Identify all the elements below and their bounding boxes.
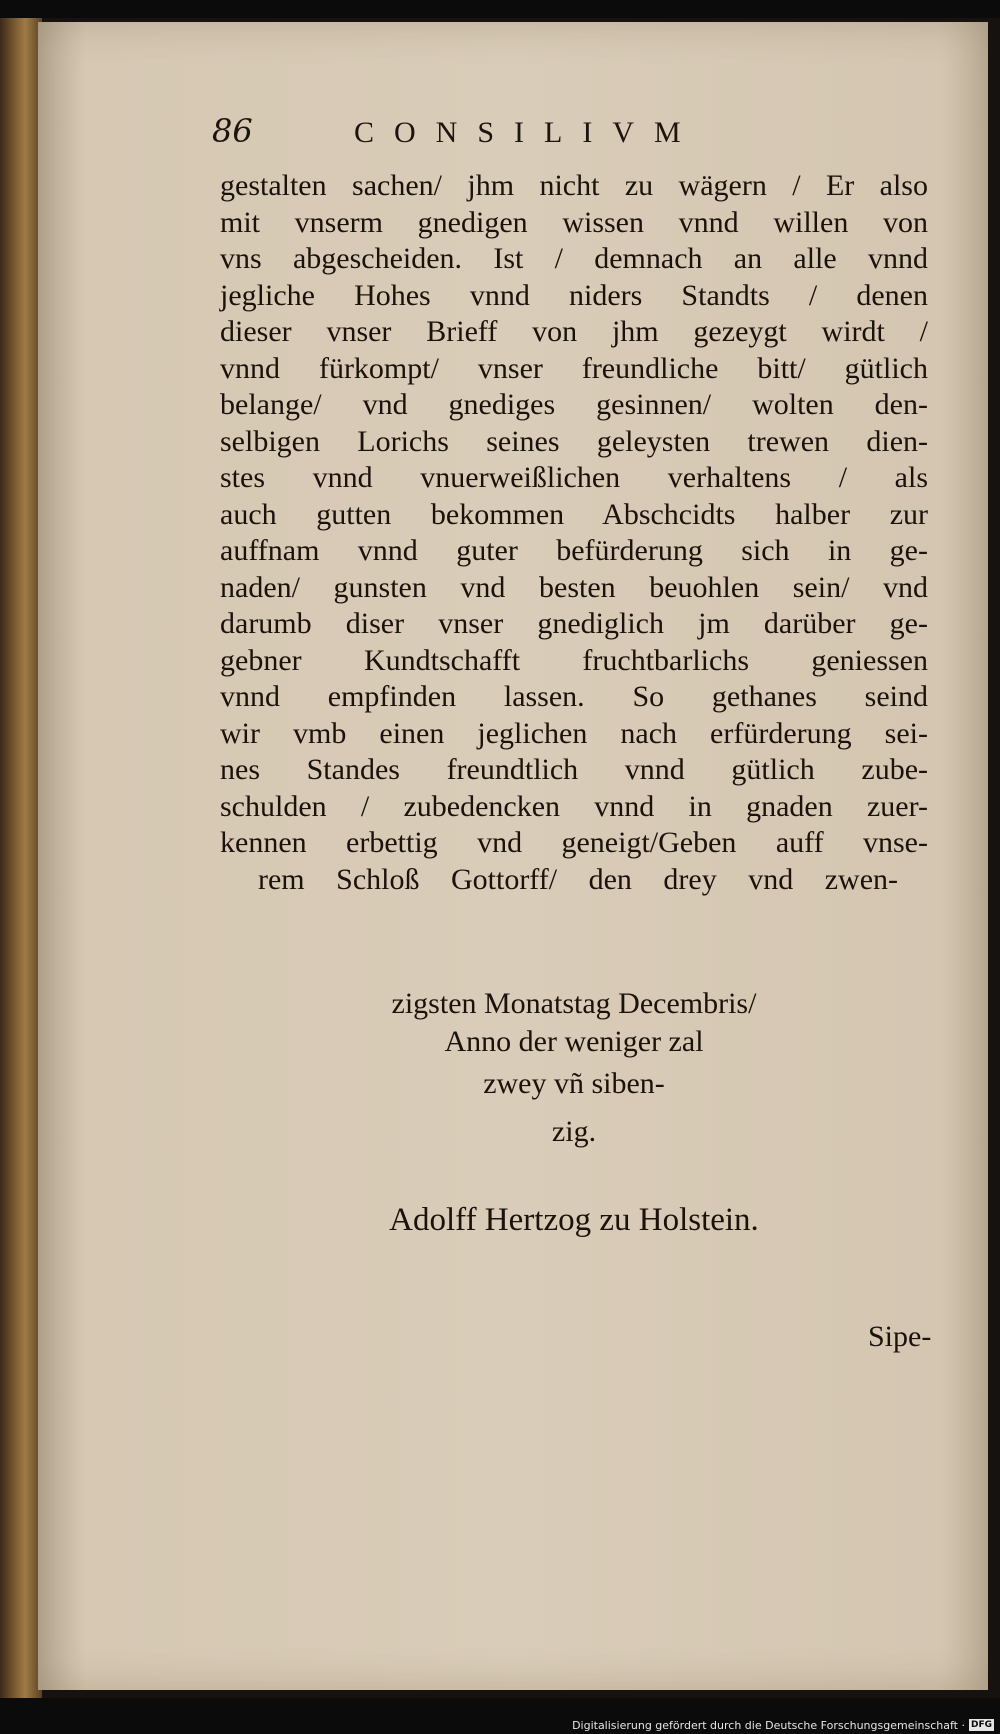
- closing-line: zig.: [551, 1115, 597, 1148]
- digitization-footer: [572, 1718, 994, 1732]
- catchword: Sipe-: [868, 1320, 932, 1353]
- book-spine: [0, 18, 42, 1698]
- page-number: 86: [212, 112, 253, 150]
- closing-line: zwey vñ siben-: [483, 1067, 665, 1100]
- text-line: mit vnserm gnedigen wissen vnnd willen von: [220, 205, 928, 239]
- text-line: gebner Kundtschafft fruchtbarlichs geniessen: [220, 643, 928, 677]
- running-head: [212, 108, 852, 158]
- text-line: belange/ vnd gnediges gesinnen/ wolten den-: [220, 388, 928, 421]
- text-line: vns abgescheiden. Ist / demnach an alle vnnd: [220, 242, 928, 275]
- text-line: rem Schloß Gottorff/ den drey vnd zwen-: [258, 862, 898, 896]
- closing-line: zigsten Monatstag Decembris/: [391, 987, 757, 1020]
- text-line: dieser vnser Brieff von jhm gezeygt wirdt /: [220, 315, 928, 348]
- signature: Adolff Hertzog zu Holstein.: [389, 1202, 759, 1238]
- text-line: selbigen Lorichs seines geleysten trewen dien-: [220, 424, 928, 458]
- text-line: darumb diser vnser gnediglich jm darüber ge-: [220, 607, 928, 640]
- text-line: auffnam vnnd guter befürderung sich in ge-: [220, 534, 928, 567]
- closing-line: Anno der weniger zal: [444, 1025, 704, 1058]
- text-line: schulden / zubedencken vnnd in gnaden zuer-: [220, 789, 928, 823]
- text-line: wir vmb einen jeglichen nach erfürderung sei-: [220, 716, 928, 750]
- text-line: kennen erbettig vnd geneigt/Geben auff vnse-: [220, 826, 928, 859]
- text-line: stes vnnd vnuerweißlichen verhaltens / als: [220, 461, 928, 494]
- text-line: nes Standes freundtlich vnnd gütlich zube-: [220, 753, 928, 786]
- text-line: jegliche Hohes vnnd niders Standts / denen: [220, 278, 928, 312]
- text-line: gestalten sachen/ jhm nicht zu wägern / Er also: [220, 169, 928, 202]
- dfg-logo: DFG: [970, 1720, 992, 1730]
- text-line: naden/ gunsten vnd besten beuohlen sein/ vnd: [220, 570, 928, 604]
- body-text: [220, 168, 940, 898]
- text-line: vnnd empfinden lassen. So gethanes seind: [220, 680, 928, 713]
- running-title: CONSILIVM: [354, 116, 701, 149]
- footer-credit: Digitalisierung gefördert durch die Deutsche Forschungsgemeinschaft ·: [572, 1718, 965, 1732]
- text-line: auch gutten bekommen Abschcidts halber zur: [220, 497, 928, 531]
- text-line: vnnd fürkompt/ vnser freundliche bitt/ gütlich: [220, 351, 928, 385]
